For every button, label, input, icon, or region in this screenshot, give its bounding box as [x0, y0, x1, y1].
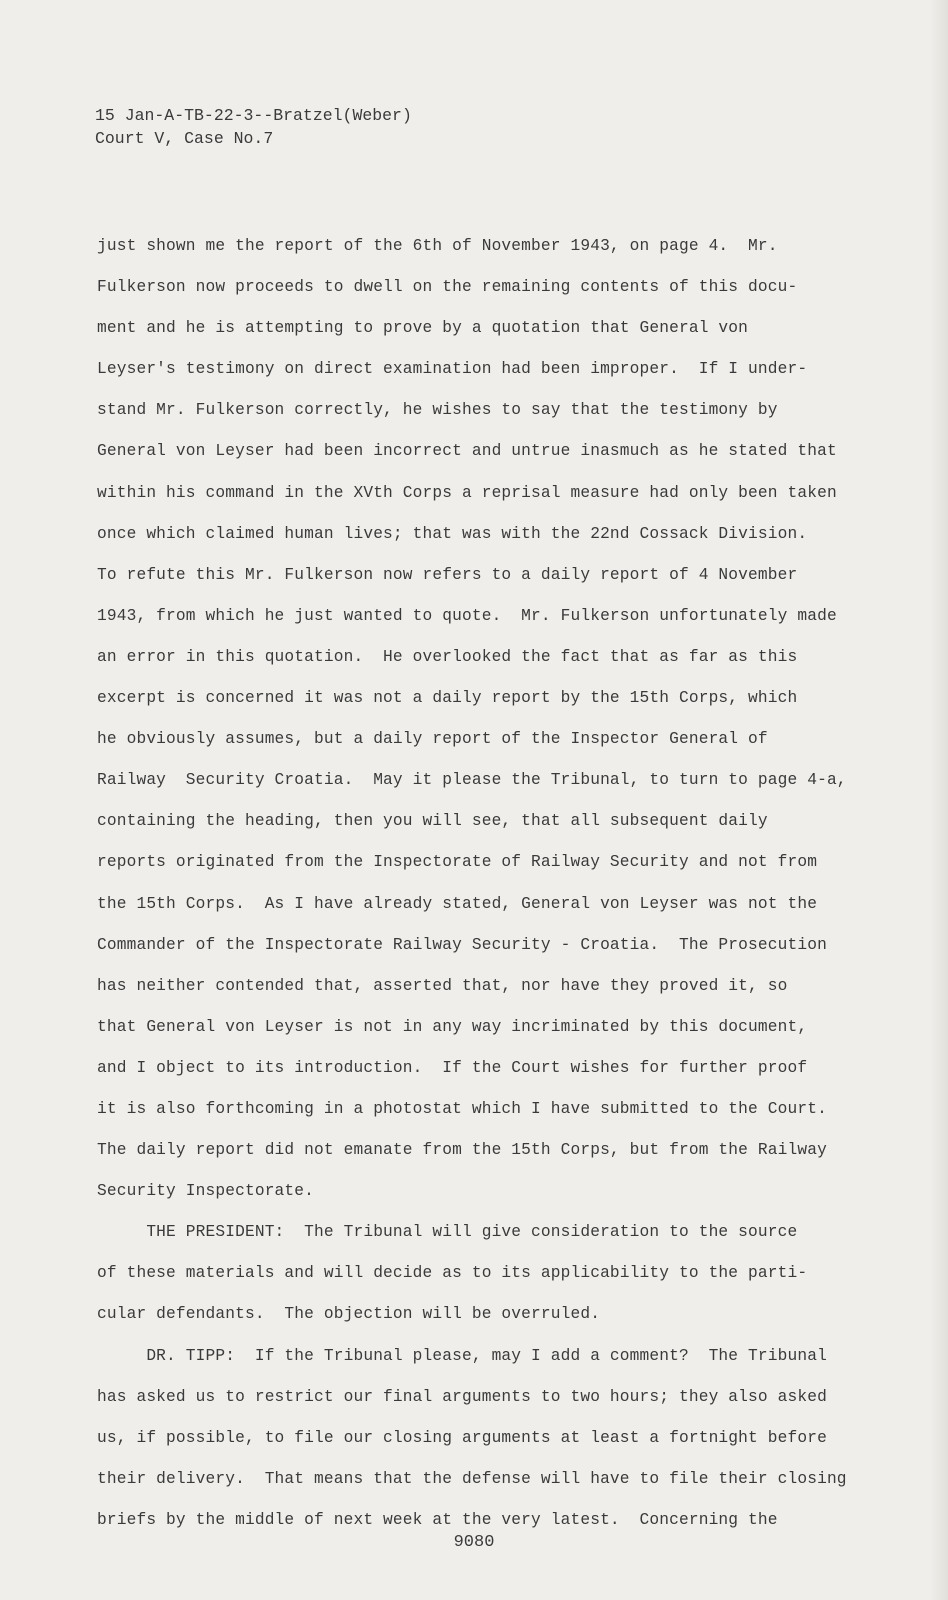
transcript-line: their delivery. That means that the defense will have to file their closing — [97, 1469, 847, 1488]
transcript-line: To refute this Mr. Fulkerson now refers to a daily report of 4 November — [97, 565, 798, 584]
transcript-line: us, if possible, to file our closing arguments at least a fortnight before — [97, 1428, 827, 1447]
transcript-line: excerpt is concerned it was not a daily report by the 15th Corps, which — [97, 689, 798, 708]
transcript-line: Commander of the Inspectorate Railway Security - Croatia. The Prosecution — [97, 935, 827, 954]
transcript-line: has asked us to restrict our final arguments to two hours; they also asked — [97, 1387, 827, 1406]
page-number: 9080 — [453, 1533, 495, 1552]
transcript-line: containing the heading, then you will see, that all subsequent daily — [97, 812, 768, 831]
transcript-line: General von Leyser had been incorrect and untrue inasmuch as he stated that — [97, 442, 837, 461]
transcript-line: cular defendants. The objection will be overruled. — [97, 1305, 601, 1324]
transcript-line: ment and he is attempting to prove by a quotation that General von — [97, 319, 749, 338]
transcript-line: THE PRESIDENT: The Tribunal will give consideration to the source — [97, 1223, 798, 1242]
transcript-line: has neither contended that, asserted that, nor have they proved it, so — [97, 976, 788, 995]
transcript-line: DR. TIPP: If the Tribunal please, may I add a comment? The Tribunal — [97, 1346, 827, 1365]
transcript-line: the 15th Corps. As I have already stated, General von Leyser was not the — [97, 894, 818, 913]
transcript-line: once which claimed human lives; that was with the 22nd Cossack Division. — [97, 524, 808, 543]
transcript-line: stand Mr. Fulkerson correctly, he wishes to say that the testimony by — [97, 401, 778, 420]
transcript-line: he obviously assumes, but a daily report of the Inspector General of — [97, 730, 768, 749]
transcript-line: Fulkerson now proceeds to dwell on the remaining contents of this docu- — [97, 278, 798, 297]
header-line-1: 15 Jan-A-TB-22-3--Bratzel(Weber) — [95, 106, 412, 125]
transcript-line: of these materials and will decide as to its applicability to the parti- — [97, 1264, 808, 1283]
transcript-line: just shown me the report of the 6th of November 1943, on page 4. Mr. — [97, 237, 778, 255]
transcript-line: it is also forthcoming in a photostat which I have submitted to the Court. — [97, 1099, 827, 1118]
transcript-line: reports originated from the Inspectorate of Railway Security and not from — [97, 853, 818, 872]
transcript-line: within his command in the XVth Corps a reprisal measure had only been taken — [97, 483, 837, 502]
transcript-line: The daily report did not emanate from the 15th Corps, but from the Railway — [97, 1141, 827, 1160]
transcript-line: briefs by the middle of next week at the very latest. Concerning the — [97, 1510, 778, 1529]
transcript-body — [97, 226, 887, 1541]
header-line-2: Court V, Case No.7 — [95, 129, 274, 148]
transcript-line: Leyser's testimony on direct examination had been improper. If I under- — [97, 360, 808, 379]
transcript-line: that General von Leyser is not in any way incriminated by this document, — [97, 1017, 808, 1036]
page-edge-shadow — [930, 0, 948, 1600]
transcript-line: Security Inspectorate. — [97, 1182, 315, 1201]
transcript-line: 1943, from which he just wanted to quote. Mr. Fulkerson unfortunately made — [97, 606, 837, 625]
document-header — [95, 104, 412, 150]
transcript-line: and I object to its introduction. If the Court wishes for further proof — [97, 1058, 808, 1077]
transcript-line: Railway Security Croatia. May it please the Tribunal, to turn to page 4-a, — [97, 771, 847, 790]
transcript-line: an error in this quotation. He overlooked the fact that as far as this — [97, 647, 798, 666]
